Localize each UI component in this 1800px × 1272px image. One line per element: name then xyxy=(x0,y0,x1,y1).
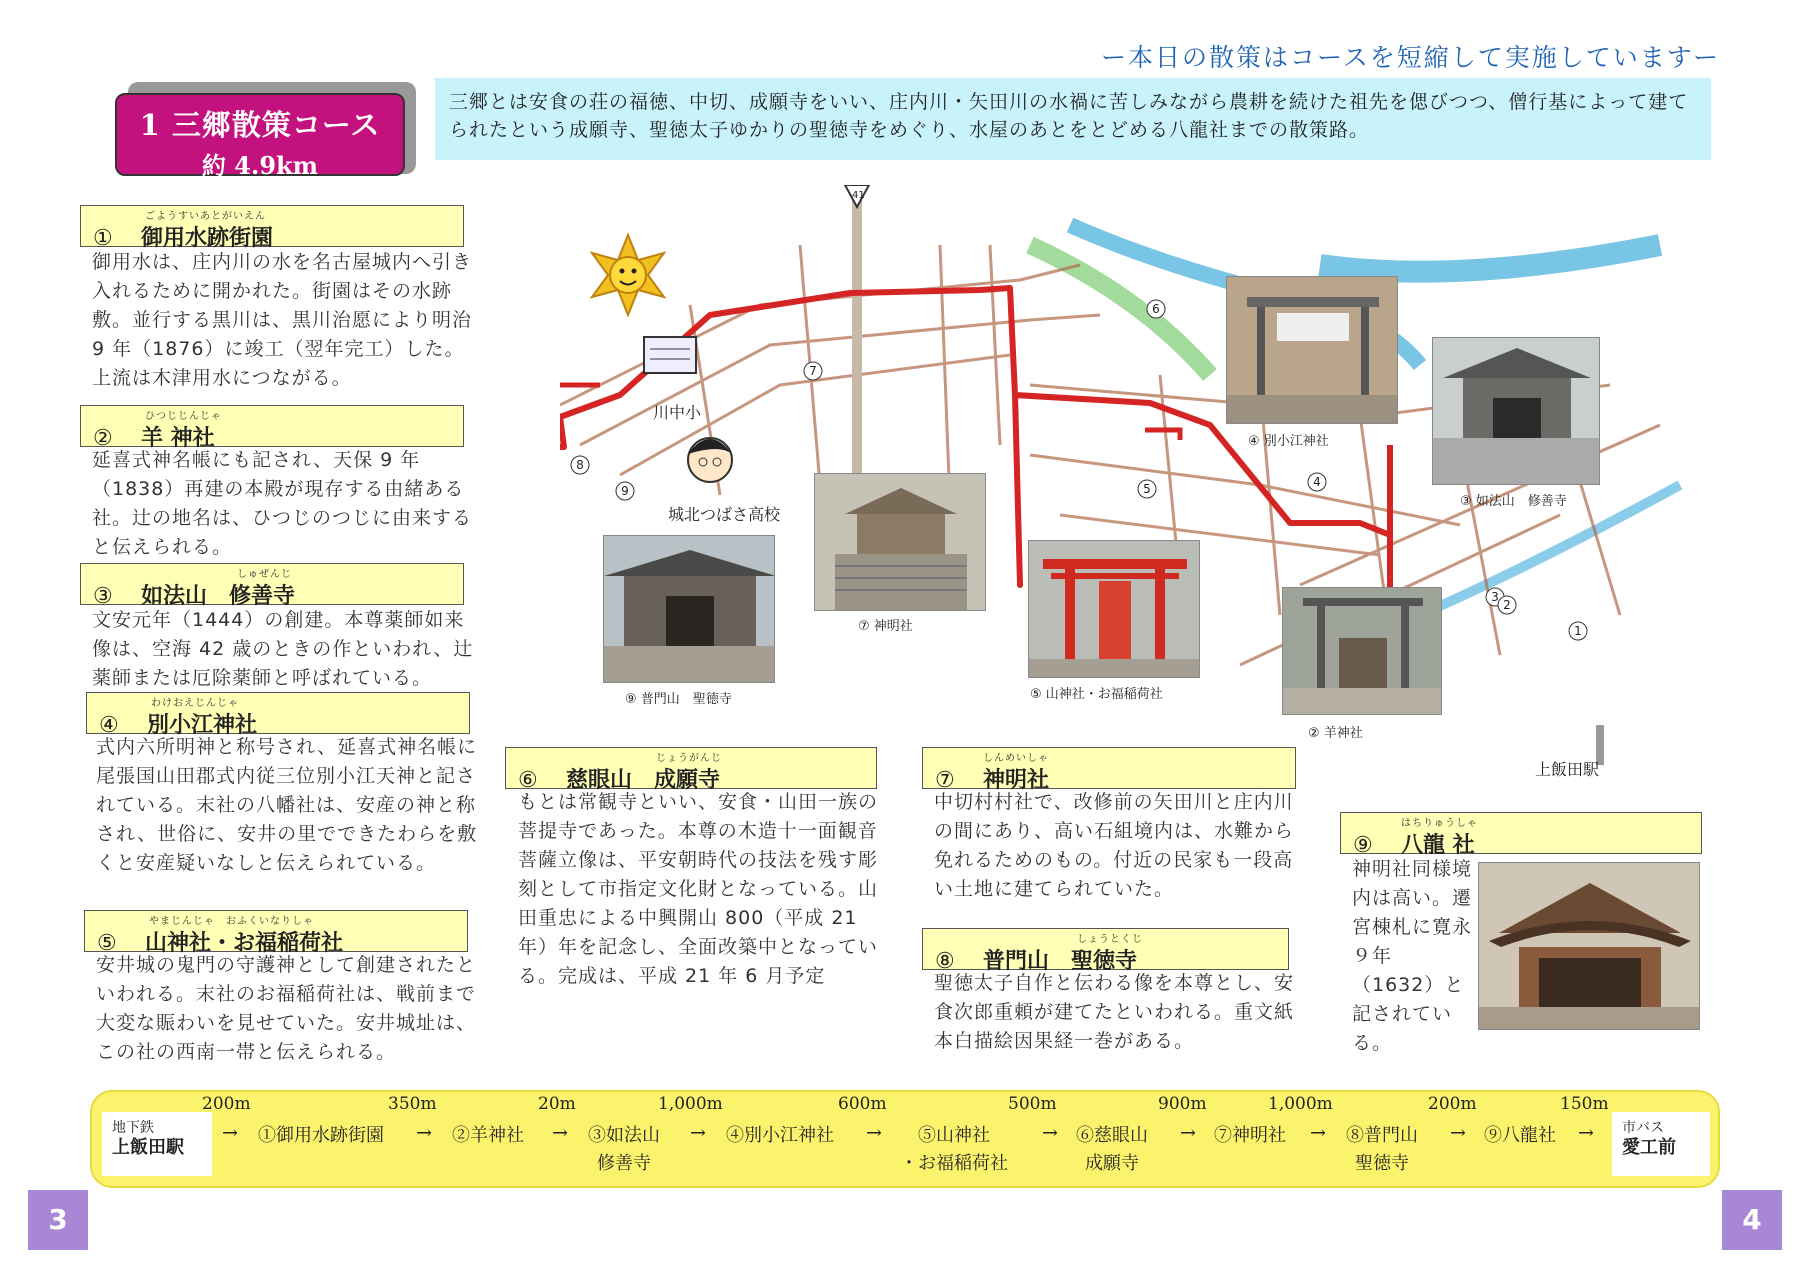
photo-shinmei-shrine xyxy=(814,473,986,611)
section-3-header xyxy=(80,563,464,609)
course-intro xyxy=(435,78,1711,160)
section-9-text: 神明社同様境内は高い。遷宮棟札に寛永９年（1632）と記されている。 xyxy=(1352,858,1473,1054)
route-arrow: → xyxy=(1180,1122,1196,1144)
marker-9: 9 xyxy=(621,484,629,498)
intro-text: 三郷とは安食の荘の福徳、中切、成願寺をいい、庄内川・矢田川の水禍に苦しみながら農耕を続けた祖先を偲びつつ、僧行基によって建てられたという成願寺、聖徳太子ゆかりの聖徳寺をめぐり、水屋のあとをとどめる八龍社までの散策路。 xyxy=(449,91,1689,141)
photo-wakeoe-shrine xyxy=(1226,276,1398,424)
distance-8: 1,000m xyxy=(1268,1094,1333,1114)
route-41-label: 41 xyxy=(852,190,865,201)
page-number-right: 4 xyxy=(1722,1190,1782,1250)
start-station-type: 地下鉄 xyxy=(112,1120,154,1136)
route-stop-8: ⑧普門山 聖徳寺 xyxy=(1346,1125,1418,1174)
route-arrow: → xyxy=(552,1122,568,1144)
section-1-text: 御用水は、庄内川の水を名古屋城内へ引き入れるために開かれた。街園はその水跡敷。並行する黒川は、黒川治愿により明治 9 年（1876）に竣工（翌年完工）した。上流は木津用水につながる。 xyxy=(92,251,473,389)
start-station xyxy=(102,1112,212,1176)
section-2-ruby: ひつじじんじゃ xyxy=(145,411,222,422)
section-5-header xyxy=(84,910,468,956)
section-8-num: ⑧ xyxy=(935,949,955,974)
course-title-box xyxy=(115,93,405,180)
route-arrow: → xyxy=(1310,1122,1326,1144)
section-9-num: ⑨ xyxy=(1353,833,1373,858)
route-arrow: → xyxy=(1450,1122,1466,1144)
route-stop-1: ①御用水跡街園 xyxy=(258,1125,384,1146)
section-8-ruby: しょうとくじ xyxy=(1077,934,1143,945)
start-station-name: 上飯田駅 xyxy=(112,1137,184,1158)
end-station xyxy=(1612,1112,1710,1176)
route-stop-7: ⑦神明社 xyxy=(1214,1125,1286,1146)
section-5-num: ⑤ xyxy=(97,931,117,956)
section-8-header xyxy=(922,928,1289,974)
distance-1: 200m xyxy=(202,1094,251,1114)
river-2 xyxy=(1320,245,1660,272)
section-9-name: 八龍 社 xyxy=(1401,832,1475,858)
marker-2: 2 xyxy=(1503,598,1511,612)
section-5-text: 安井城の鬼門の守護神として創建されたといわれる。末社のお福稲荷社は、戦前まで大変な賑わいを見せていた。安井城址は、この社の西南一帯と伝えられる。 xyxy=(96,954,477,1063)
route-arrow: → xyxy=(690,1122,706,1144)
caption-shotokuji-temple: ⑨ 普門山 聖徳寺 xyxy=(625,692,732,707)
page-number-left: 3 xyxy=(28,1190,88,1250)
section-3-text: 文安元年（1444）の創建。本尊薬師如来像は、空海 42 歳のときの作といわれ、辻薬師または厄除薬師と呼ばれている。 xyxy=(92,609,474,689)
section-2-text: 延喜式神名帳にも記され、天保 9 年（1838）再建の本殿が現存する由緒ある社。辻の地名は、ひつじのつじに由来すると伝えられる。 xyxy=(92,449,473,558)
section-7-ruby: しんめいしゃ xyxy=(983,753,1049,764)
section-8-text: 聖徳太子自作と伝わる像を本尊とし、安食次郎重頼が建てたといわれる。重文紙本白描絵因果経一巻がある。 xyxy=(934,972,1295,1052)
section-7-text: 中切村村社で、改修前の矢田川と庄内川の間にあり、高い石組境内は、水難から免れるためのもの。付近の民家も一段高い土地に建てられていた。 xyxy=(934,791,1295,900)
section-3-name: 如法山 修善寺 xyxy=(141,583,296,609)
end-station-type: 市バス xyxy=(1622,1120,1664,1136)
photo-hitsuji-shrine xyxy=(1282,587,1442,715)
photo-yama-shrine xyxy=(1028,540,1200,678)
section-7-name: 神明社 xyxy=(983,767,1050,793)
section-1-ruby: ごようすいあとがいえん xyxy=(145,211,266,222)
section-7-num: ⑦ xyxy=(935,768,955,793)
label-kamiiida-station: 上飯田駅 xyxy=(1535,760,1600,779)
section-1-name: 御用水跡街園 xyxy=(141,225,274,251)
route-arrow: → xyxy=(1578,1122,1594,1144)
end-station-name: 愛工前 xyxy=(1622,1137,1676,1158)
marker-6: 6 xyxy=(1152,302,1160,316)
section-6-num: ⑥ xyxy=(518,768,538,793)
photo-shuzenji-temple xyxy=(1432,337,1600,485)
section-9-ruby: はちりゅうしゃ xyxy=(1401,818,1478,829)
section-6-text: もとは常観寺といい、安食・山田一族の菩提寺であった。本尊の木造十一面観音菩薩立像は、平安朝時代の技法を残す彫刻として市指定文化財となっている。山田重忠による中興開山 800（平成 21 年）年を記念し、全面改築中となっている。完成は、平成 21 年 6 月予定 xyxy=(518,791,879,987)
section-1-num: ① xyxy=(93,226,113,251)
label-johoku-highschool: 城北つばさ高校 xyxy=(668,505,781,524)
distance-7: 900m xyxy=(1158,1094,1207,1114)
section-4-name: 別小江神社 xyxy=(147,712,258,738)
distance-6: 500m xyxy=(1008,1094,1057,1114)
marker-1: 1 xyxy=(1574,624,1582,638)
section-4-ruby: わけおえじんじゃ xyxy=(151,698,239,709)
section-6-ruby: じょうがんじ xyxy=(656,753,722,764)
section-5-name: 山神社・お福稲荷社 xyxy=(145,930,344,956)
caption-shuzenji-temple: ③ 如法山 修善寺 xyxy=(1460,494,1567,509)
section-8-name: 普門山 聖徳寺 xyxy=(983,948,1138,974)
route-41-road xyxy=(852,185,865,515)
caption-hitsuji-shrine: ② 羊神社 xyxy=(1308,726,1363,741)
marker-7: 7 xyxy=(809,364,817,378)
marker-3: 3 xyxy=(1491,590,1499,604)
school-icon xyxy=(644,337,696,373)
course-distance: 約 4.9km xyxy=(201,151,319,180)
route-stop-3: ③如法山 修善寺 xyxy=(588,1125,660,1174)
route-stop-9: ⑨八龍社 xyxy=(1484,1125,1556,1146)
section-4-num: ④ xyxy=(99,713,119,738)
section-1-header xyxy=(80,205,464,251)
marker-5: 5 xyxy=(1143,482,1151,496)
distance-5: 600m xyxy=(838,1094,887,1114)
route-stop-4: ④別小江神社 xyxy=(726,1125,834,1146)
distance-4: 1,000m xyxy=(658,1094,723,1114)
caption-wakeoe-shrine: ④ 別小江神社 xyxy=(1248,434,1329,449)
photo-shotokuji-temple xyxy=(603,535,775,683)
route-arrow: → xyxy=(1042,1122,1058,1144)
route-stop-5: ⑤山神社 ・お福稲荷社 xyxy=(900,1125,1008,1174)
section-3-num: ③ xyxy=(93,584,113,609)
route-arrow: → xyxy=(222,1122,238,1144)
caption-shinmei-shrine: ⑦ 神明社 xyxy=(858,619,913,634)
photo-hachiryu-shrine xyxy=(1478,862,1700,1030)
section-6-name: 慈眼山 成願寺 xyxy=(566,767,721,793)
label-kawanaka-school: 川中小 xyxy=(653,403,702,422)
route-arrow: → xyxy=(416,1122,432,1144)
route-branch-4 xyxy=(1145,430,1180,440)
section-2-num: ② xyxy=(93,426,113,451)
route-arrow: → xyxy=(866,1122,882,1144)
distance-3: 20m xyxy=(538,1094,576,1114)
route-map xyxy=(560,185,1700,780)
notice-banner: ー本日の散策はコースを短縮して実施していますー xyxy=(1100,43,1720,72)
distance-10: 150m xyxy=(1560,1094,1609,1114)
distance-9: 200m xyxy=(1428,1094,1477,1114)
section-4-text: 式内六所明神と称号され、延喜式神名帳に尾張国山田郡式内従三位別小江天神と記されている。末社の八幡社は、安産の神と称され、世俗に、安井の里でできたわらを敷くと安産疑いなしと伝えられている。 xyxy=(96,736,478,874)
marker-4: 4 xyxy=(1313,475,1321,489)
course-title: 1 三郷散策コース xyxy=(139,108,381,142)
route-stop-6: ⑥慈眼山 成願寺 xyxy=(1076,1125,1148,1174)
section-2-name: 羊 神社 xyxy=(141,425,215,451)
student-character-icon xyxy=(688,438,732,482)
section-3-ruby: しゅぜんじ xyxy=(237,569,292,580)
route-stop-2: ②羊神社 xyxy=(452,1125,524,1146)
distance-2: 350m xyxy=(388,1094,437,1114)
shrine-illustration xyxy=(1479,863,1700,1030)
caption-yama-shrine: ⑤ 山神社・お福稲荷社 xyxy=(1030,687,1163,702)
section-4-header xyxy=(86,692,470,738)
section-2-header xyxy=(80,405,464,451)
section-5-ruby: やまじんじゃ おふくいなりしゃ xyxy=(149,916,314,927)
marker-8: 8 xyxy=(576,458,584,472)
section-9-header xyxy=(1340,812,1702,858)
sun-icon xyxy=(592,235,664,315)
